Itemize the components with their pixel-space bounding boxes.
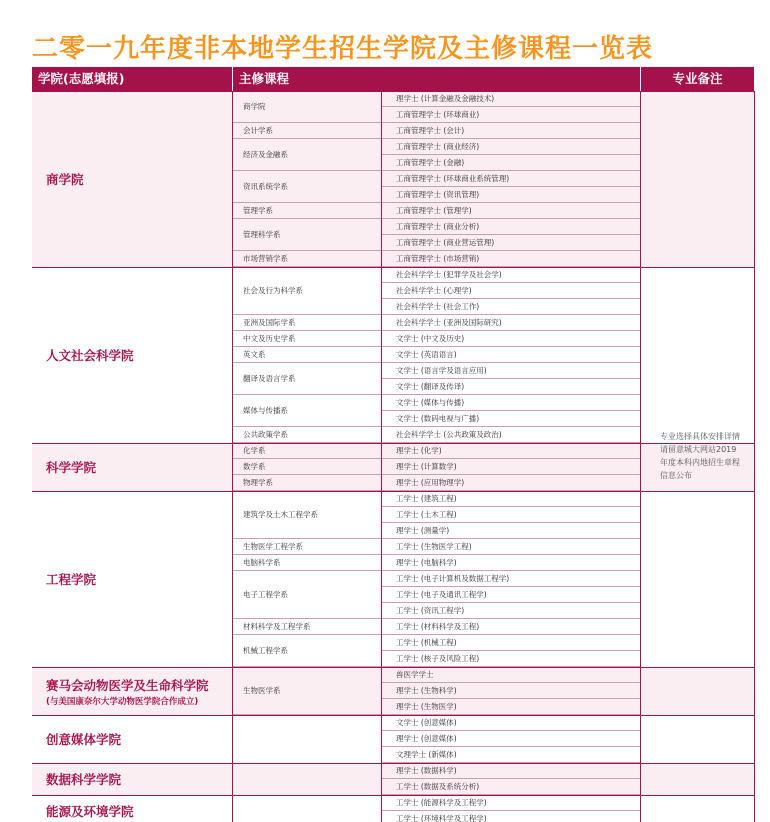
degree-cell: 工商管理学士 (管理学) [382, 203, 640, 219]
department-cell [233, 795, 381, 822]
college-label: 人文社会科学院 [46, 348, 134, 363]
department-cell: 资讯系统学系 [233, 171, 381, 203]
department-cell: 管理学系 [233, 203, 381, 219]
department-cell: 社会及行为科学系 [233, 267, 381, 315]
department-cell: 化学系 [233, 443, 381, 459]
degree-cell: 文学士 (语言学及语言应用) [382, 363, 640, 379]
degree-cell: 文学士 (翻译及传译) [382, 379, 640, 395]
department-cell: 中文及历史学系 [233, 331, 381, 347]
degree-cell: 工学士 (材料科学及工程) [382, 619, 640, 635]
department-cell: 机械工程学系 [233, 635, 381, 667]
department-cell: 物理学系 [233, 475, 381, 491]
degree-cell: 文学士 (中文及历史) [382, 331, 640, 347]
degree-cell: 理学士 (计算数学) [382, 459, 640, 475]
degree-cell: 理学士 (数据科学) [382, 763, 640, 779]
degree-cell: 工学士 (能源科学及工程学) [382, 795, 640, 811]
degree-cell: 工学士 (数据及系统分析) [382, 779, 640, 795]
degree-cell: 工商管理学士 (会计) [382, 123, 640, 139]
degree-cell: 工商管理学士 (环球商业系统管理) [382, 171, 640, 187]
degree-cell: 理学士 (生物医学) [382, 699, 640, 715]
column-divider [381, 91, 382, 822]
college-label: 能源及环境学院 [46, 804, 134, 819]
degree-cell: 工商管理学士 (商业分析) [382, 219, 640, 235]
degree-cell: 文学士 (数码电视与广播) [382, 411, 640, 427]
college-label: 数据科学学院 [46, 772, 122, 787]
column-divider [754, 91, 755, 822]
department-cell: 媒体与传播系 [233, 395, 381, 427]
college-label: 工程学院 [46, 572, 97, 587]
header-course: 主修课程 [233, 67, 640, 91]
degree-cell: 工学士 (机械工程) [382, 635, 640, 651]
degree-cell: 文学士 (创意媒体) [382, 715, 640, 731]
degree-cell: 工商管理学士 (商业营运管理) [382, 235, 640, 251]
degree-cell: 理学士 (创意媒体) [382, 731, 640, 747]
remark-note: 专业选择具体安排详情请留意城大网站2019年度本科内地招生章程信息公布 [660, 432, 740, 480]
degree-cell: 社会科学学士 (心理学) [382, 283, 640, 299]
degree-cell: 工学士 (电子计算机及数据工程学) [382, 571, 640, 587]
degree-cell: 工学士 (核子及风险工程) [382, 651, 640, 667]
degree-cell: 工商管理学士 (市场营销) [382, 251, 640, 267]
department-cell: 生物医学系 [233, 667, 381, 715]
college-name [32, 715, 232, 763]
college-name [32, 91, 232, 267]
department-cell: 会计学系 [233, 123, 381, 139]
department-cell: 公共政策学系 [233, 427, 381, 443]
degree-cell: 社会科学学士 (公共政策及政治) [382, 427, 640, 443]
degree-cell: 文理学士 (新媒体) [382, 747, 640, 763]
department-cell: 材料科学及工程学系 [233, 619, 381, 635]
college-label: 商学院 [46, 172, 84, 187]
college-name [32, 491, 232, 667]
department-cell: 英文系 [233, 347, 381, 363]
department-cell: 管理科学系 [233, 219, 381, 251]
college-name [32, 443, 232, 491]
department-cell: 建筑学及土木工程学系 [233, 491, 381, 539]
degree-cell: 工商管理学士 (商业经济) [382, 139, 640, 155]
degree-cell: 社会科学学士 (犯罪学及社会学) [382, 267, 640, 283]
college-name [32, 795, 232, 822]
degree-cell: 工学士 (资讯工程学) [382, 603, 640, 619]
degree-cell: 工学士 (环境科学及工程学) [382, 811, 640, 822]
college-name [32, 267, 232, 443]
degree-cell: 工学士 (生物医学工程) [382, 539, 640, 555]
degree-cell: 工学士 (土木工程) [382, 507, 640, 523]
degree-cell: 工学士 (电子及通讯工程学) [382, 587, 640, 603]
degree-cell: 文学士 (媒体与传播) [382, 395, 640, 411]
degree-cell: 社会科学学士 (亚洲及国际研究) [382, 315, 640, 331]
department-cell [233, 715, 381, 763]
degree-cell: 兽医学学士 [382, 667, 640, 683]
degree-cell: 理学士 (化学) [382, 443, 640, 459]
column-divider [232, 91, 233, 822]
degree-cell: 工商管理学士 (环球商业) [382, 107, 640, 123]
degree-cell: 社会科学学士 (社会工作) [382, 299, 640, 315]
department-cell: 商学院 [233, 91, 381, 123]
department-cell: 电脑科学系 [233, 555, 381, 571]
column-divider [640, 91, 641, 822]
department-cell: 翻译及语言学系 [233, 363, 381, 395]
degree-cell: 理学士 (测量学) [382, 523, 640, 539]
department-cell: 电子工程学系 [233, 571, 381, 619]
degree-cell: 工商管理学士 (金融) [382, 155, 640, 171]
degree-cell: 理学士 (电脑科学) [382, 555, 640, 571]
college-subtitle: (与美国康奈尔大学动物医学院合作成立) [46, 696, 199, 707]
degree-cell: 理学士 (生物科学) [382, 683, 640, 699]
degree-cell: 工商管理学士 (资讯管理) [382, 187, 640, 203]
department-cell: 亚洲及国际学系 [233, 315, 381, 331]
degree-cell: 理学士 (应用物理学) [382, 475, 640, 491]
college-label: 创意媒体学院 [46, 732, 122, 747]
department-cell: 数学系 [233, 459, 381, 475]
department-cell: 市场营销学系 [233, 251, 381, 267]
college-label: 科学学院 [46, 460, 97, 475]
header-college: 学院(志愿填报) [32, 67, 232, 91]
degree-cell: 理学士 (计算金融及金融技术) [382, 91, 640, 107]
college-name [32, 667, 232, 715]
header-remark: 专业备注 [641, 67, 754, 91]
degree-cell: 工学士 (建筑工程) [382, 491, 640, 507]
college-label: 赛马会动物医学及生命科学院 [46, 677, 209, 693]
degree-cell: 文学士 (英语语言) [382, 347, 640, 363]
department-cell: 生物医学工程学系 [233, 539, 381, 555]
department-cell: 经济及金融系 [233, 139, 381, 171]
college-name [32, 763, 232, 795]
page-title: 二零一九年度非本地学生招生学院及主修课程一览表 [32, 34, 654, 64]
department-cell [233, 763, 381, 795]
